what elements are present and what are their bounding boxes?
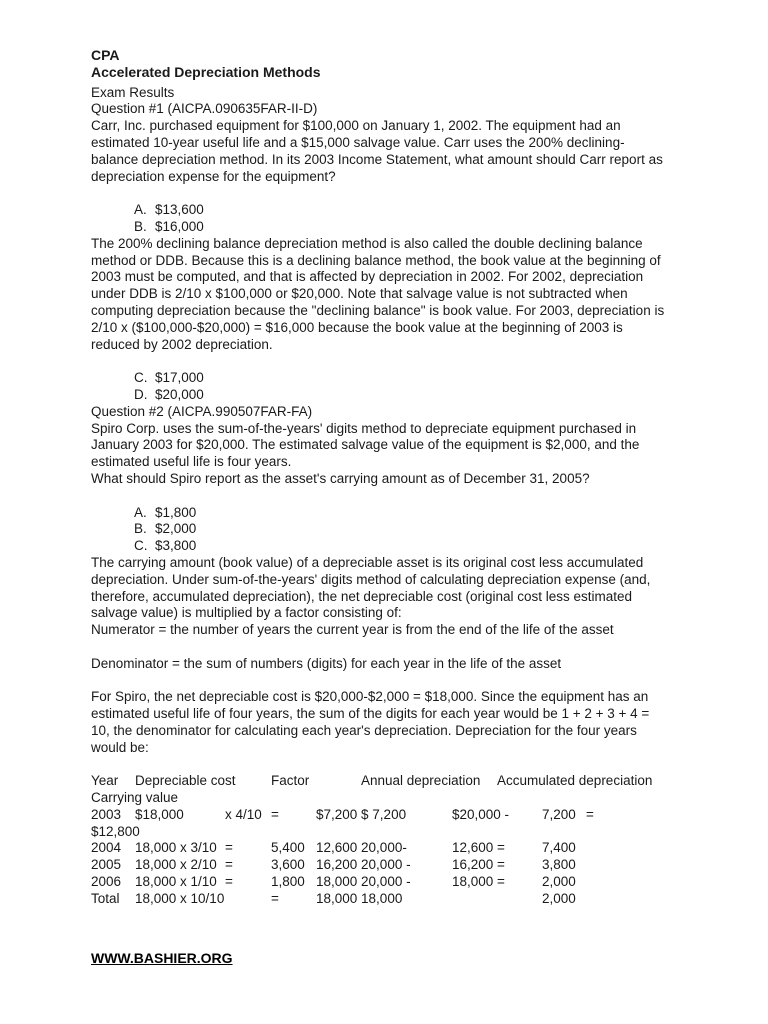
table-row: 2004 18,000 x 3/10 = 5,400 12,600 20,000- 12,600 = 7,400: [91, 840, 576, 856]
explanation-line: under DDB is 2/10 x $100,000 or $20,000. Note that salvage value is not subtracted when: [91, 286, 628, 302]
table-header: [91, 773, 691, 790]
spiro-line: estimated useful life of four years, the sum of the digits for each year would be 1 + 2 + 3 + 4 =: [91, 706, 650, 722]
spiro-line: 10, the denominator for calculating each year's depreciation. Depreciation for the four years: [91, 722, 637, 738]
question-1-line: estimated 10-year useful life and a $15,000 salvage value. Carr uses the 200% declining-: [91, 134, 625, 150]
explanation-line: therefore, accumulated depreciation), the net depreciable cost (original cost less estimated: [91, 588, 633, 604]
website-link[interactable]: WWW.BASHIER.ORG: [91, 950, 233, 966]
col-cost-header: Depreciable cost: [135, 773, 236, 789]
depreciation-table: [91, 773, 691, 907]
doc-title: CPA: [91, 47, 120, 63]
explanation-line: method or DDB. Because this is a declining balance method, the book value at the beginning of: [91, 252, 661, 268]
explanation-line: reduced by 2002 depreciation.: [91, 336, 273, 352]
answer-option-c: C. $17,000: [134, 370, 204, 386]
explanation-line: Numerator = the number of years the current year is from the end of the life of the asset: [91, 622, 614, 638]
question-1-line: depreciation expense for the equipment?: [91, 168, 336, 184]
answer-option-a: A. $13,600: [134, 202, 204, 218]
explanation-line: 2/10 x ($100,000-$20,000) = $16,000 because the book value at the beginning of 2003 is: [91, 319, 623, 335]
answer-option-b: B. $16,000: [134, 218, 204, 234]
explanation-line: computing depreciation because the "declining balance" is book value. For 2003, depreciation is: [91, 302, 665, 318]
doc-subtitle: Accelerated Depreciation Methods: [91, 63, 321, 80]
answer-option-b: B. $2,000: [134, 521, 197, 537]
question-1-line: balance depreciation method. In its 2003 Income Statement, what amount should Carr report as: [91, 151, 663, 167]
question-2-line: What should Spiro report as the asset's carrying amount as of December 31, 2005?: [91, 470, 590, 486]
section-heading: Exam Results: [91, 84, 175, 100]
question-2-heading: Question #2 (AICPA.990507FAR-FA): [91, 403, 313, 419]
explanation-line: 2003 must be computed, and that is affected by depreciation in 2002. For 2002, depreciation: [91, 269, 644, 285]
col-carrying-header: Carrying value: [91, 790, 179, 806]
col-factor-header: Factor: [271, 773, 310, 789]
explanation-line: The 200% declining balance depreciation method is also called the double declining balance: [91, 235, 643, 251]
table-row: 2005 18,000 x 2/10 = 3,600 16,200 20,000 - 16,200 = 3,800: [91, 857, 576, 873]
question-2-line: January 2003 for $20,000. The estimated salvage value of the equipment is $2,000, and the: [91, 437, 640, 453]
col-year-header: Year: [91, 773, 119, 789]
explanation-line: The carrying amount (book value) of a depreciable asset is its original cost less accumulated: [91, 554, 644, 570]
spiro-line: For Spiro, the net depreciable cost is $20,000-$2,000 = $18,000. Since the equipment has an: [91, 689, 649, 705]
explanation-line: depreciation. Under sum-of-the-years' digits method of calculating depreciation expense (and,: [91, 571, 651, 587]
answer-option-c: C. $3,800: [134, 538, 197, 554]
table-row: 2003 $18,000 x 4/10 = $7,200 $ 7,200 $20,000 - 7,200 =: [91, 806, 594, 822]
table-row-wrap: $12,800: [91, 823, 140, 839]
table-header-2: [91, 790, 691, 807]
answer-option-d: D. $20,000: [134, 386, 204, 402]
table-total-row: Total 18,000 x 10/10 = 18,000 18,000 2,000: [91, 890, 576, 906]
question-1-heading: Question #1 (AICPA.090635FAR-II-D): [91, 101, 318, 117]
question-2-line: estimated useful life is four years.: [91, 454, 292, 470]
explanation-line: salvage value) is multiplied by a factor consisting of:: [91, 605, 402, 621]
question-2-line: Spiro Corp. uses the sum-of-the-years' digits method to depreciate equipment purchased in: [91, 420, 637, 436]
col-annual-header: Annual depreciation: [361, 773, 481, 789]
question-1-line: Carr, Inc. purchased equipment for $100,000 on January 1, 2002. The equipment had an: [91, 118, 621, 134]
answer-option-a: A. $1,800: [134, 504, 197, 520]
spiro-line: would be:: [91, 739, 149, 755]
document-body: [91, 47, 691, 908]
col-accum-header: Accumulated depreciation: [497, 773, 653, 789]
table-row: 2006 18,000 x 1/10 = 1,800 18,000 20,000 - 18,000 = 2,000: [91, 874, 576, 890]
denominator-line: Denominator = the sum of numbers (digits) for each year in the life of the asset: [91, 655, 562, 671]
